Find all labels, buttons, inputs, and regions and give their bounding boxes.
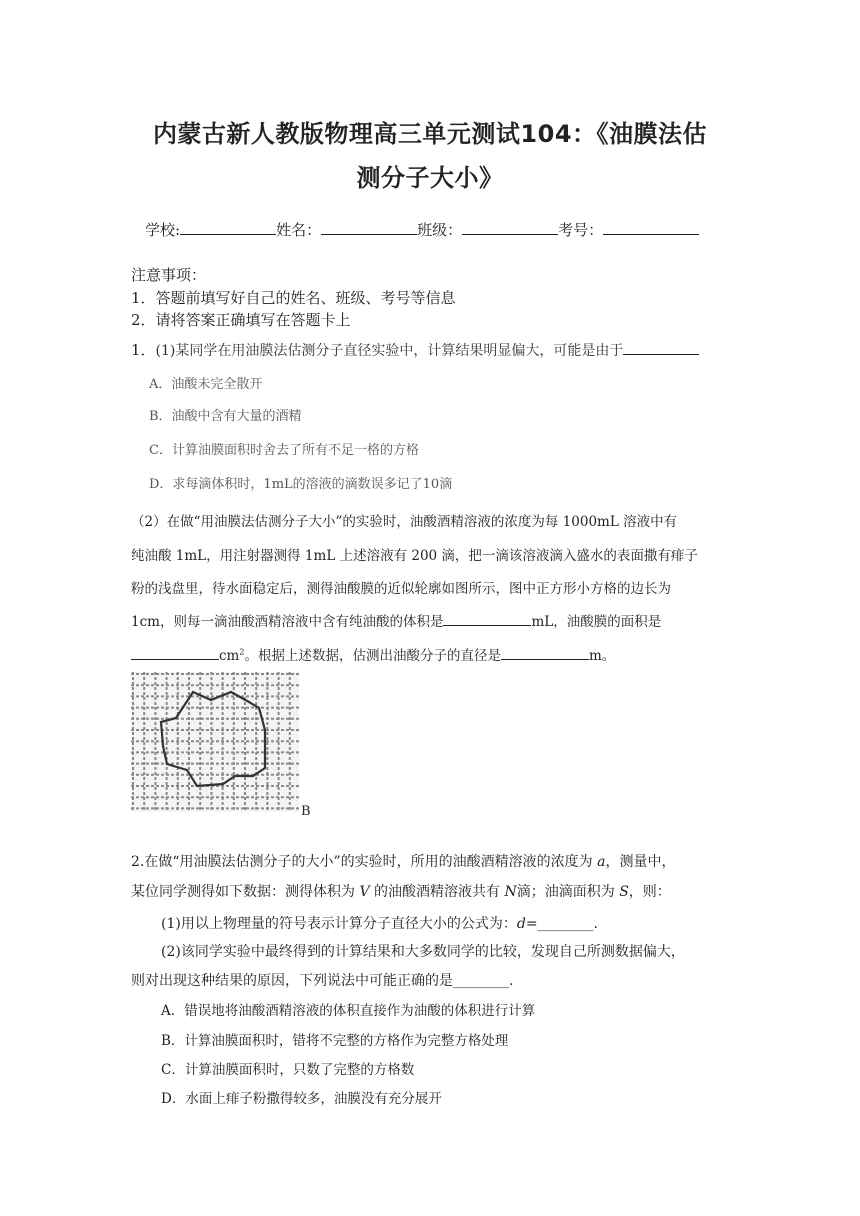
q1-part2-line-4 bbox=[131, 610, 731, 630]
var-V: V bbox=[359, 884, 370, 900]
number-blank[interactable] bbox=[603, 220, 699, 235]
q1-option-a: A．油酸未完全散开 bbox=[149, 377, 263, 392]
q1-part2-line-3: 粉的浅盘里，待水面稳定后，测得油酸膜的近似轮廓如图所示，图中正方形小方格的边长为 bbox=[131, 581, 671, 597]
q2-l2c: 滴；油滴面积为 bbox=[516, 884, 620, 900]
q2-l2a: 某位同学测得如下数据：测得体积为 bbox=[131, 884, 360, 900]
q1-part2-l4b: mL，油酸膜的面积是 bbox=[531, 614, 662, 630]
q2-option-a: A．错误地将油酸酒精溶液的体积直接作为油酸的体积进行计算 bbox=[161, 1003, 536, 1019]
q1-option-b: B．油酸中含有大量的酒精 bbox=[149, 409, 302, 424]
q2-l1a: 2.在做“用油膜法估测分子的大小”的实验时，所用的油酸酒精溶液的浓度为 bbox=[131, 854, 598, 870]
q2-s1b: =________. bbox=[525, 916, 598, 932]
title-line-2: 测分子大小》 bbox=[356, 164, 504, 192]
notice-item-1: 1．答题前填写好自己的姓名、班级、考号等信息 bbox=[131, 289, 456, 307]
q1-number: 1． bbox=[131, 341, 156, 359]
q1-part2-line-1: （2）在做“用油膜法估测分子大小”的实验时，油酸酒精溶液的浓度为每 1000mL 溶液中有 bbox=[131, 514, 678, 530]
school-blank[interactable] bbox=[180, 220, 276, 235]
q2-sub-2-cont: 则对出现这种结果的原因，下列说法中可能正确的是________. bbox=[131, 973, 514, 989]
q1-part2-line-2: 纯油酸 1mL，用注射器测得 1mL 上述溶液有 200 滴，把一滴该溶液滴入盛水的表面撒有痱子 bbox=[131, 548, 698, 564]
student-info-row bbox=[145, 219, 699, 240]
unit-cm: cm bbox=[219, 648, 240, 664]
q2-l1b: ，测量中， bbox=[605, 854, 676, 870]
q1-stem-text: (1)某同学在用油膜法估测分子直径实验中，计算结果明显偏大，可能是由于 bbox=[155, 343, 624, 359]
var-N: N bbox=[504, 884, 517, 900]
volume-blank[interactable] bbox=[443, 611, 531, 626]
title-line-1: 内蒙古新人教版物理高三单元测试104：《油膜法估 bbox=[152, 120, 708, 148]
q1-part2-l4a: 1cm，则每一滴油酸酒精溶液中含有纯油酸的体积是 bbox=[131, 614, 444, 630]
oil-film-grid-figure bbox=[131, 672, 299, 812]
area-blank[interactable] bbox=[131, 645, 219, 660]
q1-option-d: D．求每滴体积时，1mL的溶液的滴数误多记了10滴 bbox=[149, 477, 453, 492]
q2-option-c: C．计算油膜面积时，只数了完整的方格数 bbox=[161, 1062, 415, 1078]
diameter-blank[interactable] bbox=[501, 645, 589, 660]
q2-l2b: 的油酸酒精溶液共有 bbox=[369, 884, 505, 900]
q2-sub-1 bbox=[161, 913, 598, 933]
name-blank[interactable] bbox=[321, 220, 417, 235]
q2-l2d: ，则： bbox=[628, 884, 671, 900]
var-S: S bbox=[619, 884, 629, 900]
name-label: 姓名： bbox=[276, 221, 322, 239]
notice-item-2: 2．请将答案正确填写在答题卡上 bbox=[131, 311, 351, 329]
q1-part2-line-5 bbox=[131, 644, 731, 664]
q2-option-b: B．计算油膜面积时，错将不完整的方格作为完整方格处理 bbox=[161, 1033, 509, 1049]
unit-cm-sup: 2 bbox=[239, 647, 245, 657]
q1-part2-l5c: m。 bbox=[588, 648, 616, 664]
school-label: 学校: bbox=[145, 221, 181, 239]
q1-part2-l5b: 。根据上述数据，估测出油酸分子的直径是 bbox=[244, 648, 501, 664]
page-title bbox=[70, 112, 790, 200]
q1-stem bbox=[131, 339, 699, 360]
q2-line-2 bbox=[131, 881, 671, 901]
q1-option-c: C．计算油膜面积时舍去了所有不足一格的方格 bbox=[149, 443, 419, 458]
q2-sub-2: (2)该同学实验中最终得到的计算结果和大多数同学的比较，发现自己所测数据偏大， bbox=[161, 944, 685, 960]
var-a: a bbox=[597, 854, 606, 870]
var-d: d bbox=[516, 916, 526, 932]
q1-answer-blank[interactable] bbox=[623, 340, 699, 355]
q2-line-1 bbox=[131, 851, 675, 871]
class-label: 班级： bbox=[417, 221, 463, 239]
q2-option-d: D．水面上痱子粉撒得较多，油膜没有充分展开 bbox=[161, 1091, 442, 1107]
notice-heading: 注意事项： bbox=[131, 266, 207, 284]
class-blank[interactable] bbox=[462, 220, 558, 235]
q2-s1a: (1)用以上物理量的符号表示计算分子直径大小的公式为： bbox=[161, 916, 517, 932]
number-label: 考号： bbox=[558, 221, 604, 239]
figure-label: B bbox=[301, 804, 311, 819]
